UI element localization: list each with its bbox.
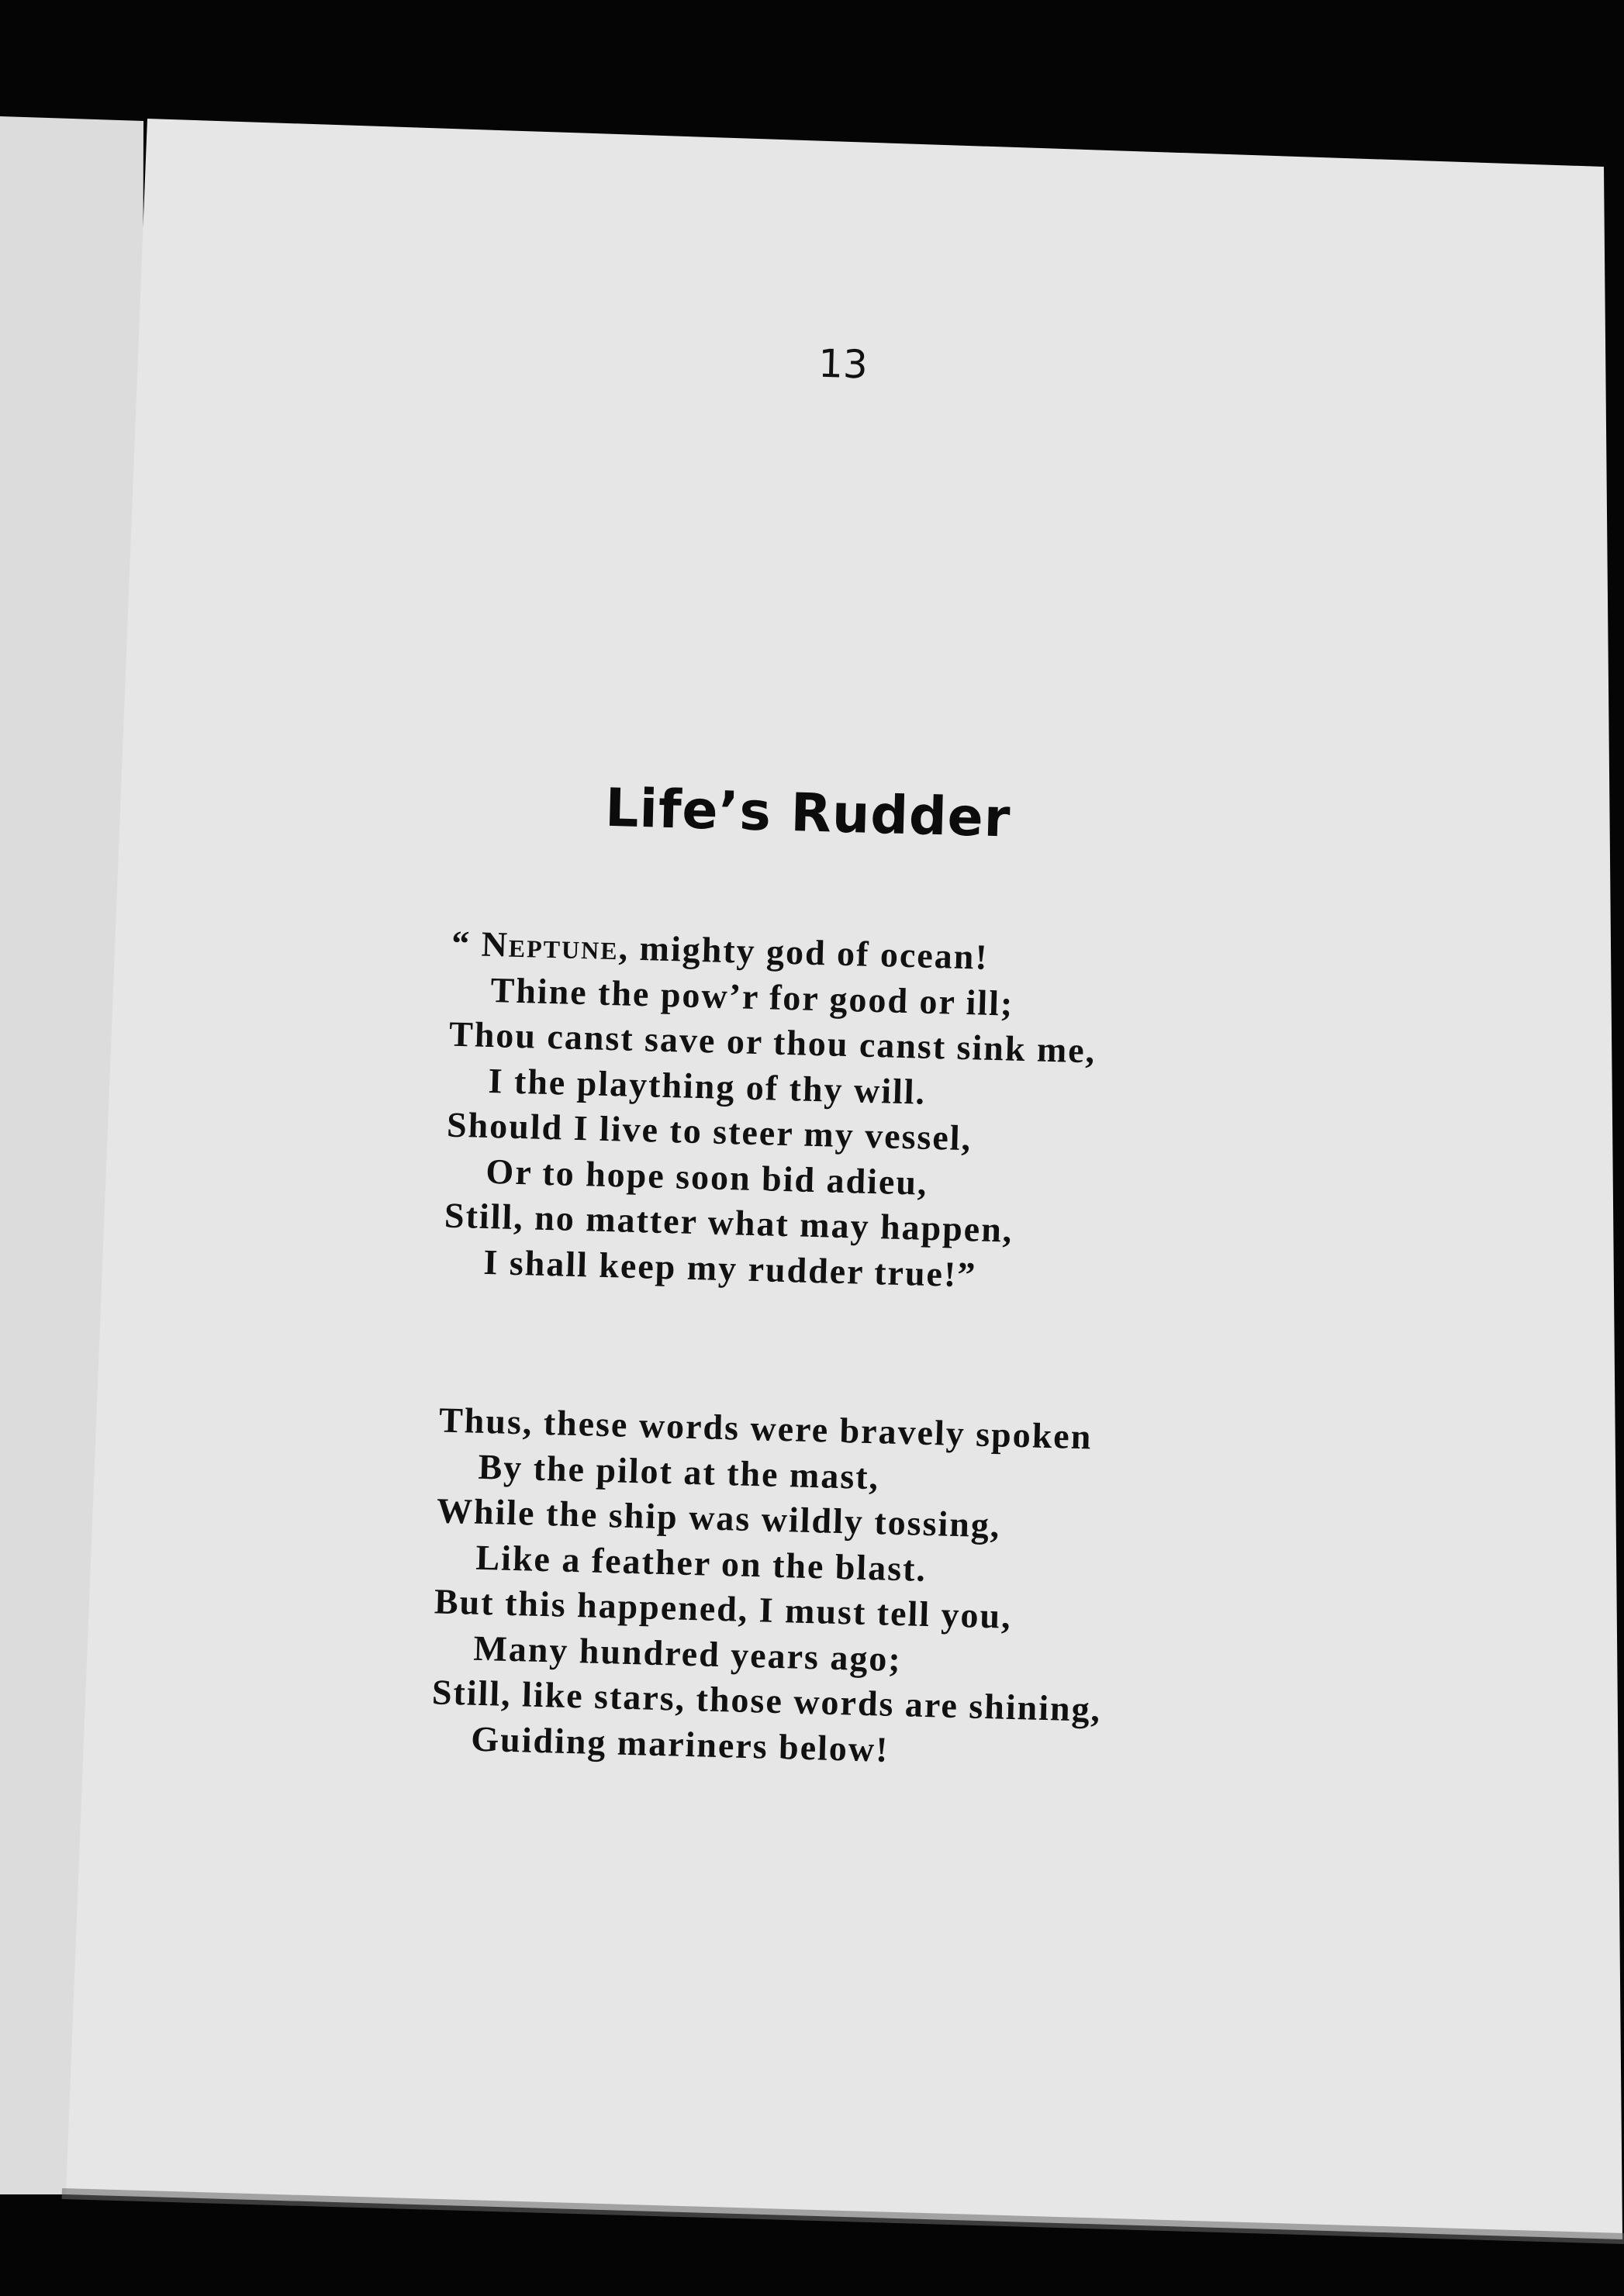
poem-line: Should I live to steer my vessel, [446,1104,973,1158]
poem-line: While the ship was wildly tossing, [436,1490,1002,1545]
page-number: 13 [817,340,869,388]
stanza-1 [443,921,1228,1304]
poem-line: Many hundred years ago; [472,1628,903,1679]
poem-line: I shall keep my rudder true!” [482,1241,977,1295]
poem-line: Thine the pow’r for good or ill; [490,969,1014,1024]
stanza-2 [430,1397,1215,1780]
poem-line: Still, like stars, those words are shining, [431,1672,1102,1729]
poem-line: Or to hope soon bid adieu, [485,1151,929,1203]
poem-line: By the pilot at the mast, [477,1446,880,1497]
poem-line: Guiding mariners below! [470,1718,890,1769]
poem-title: Life’s Rudder [604,777,1012,850]
poem-line: Thus, these words were bravely spoken [438,1400,1093,1457]
poem-line: Like a feather on the blast. [475,1537,928,1589]
poem-line: I the plaything of thy will. [487,1060,927,1112]
poem-line: But this happened, I must tell you, [434,1581,1013,1636]
poem-line-text: , mighty god of ocean! [618,927,990,977]
poem-line-smallcaps: Neptune [481,924,620,968]
opening-quote: “ [451,923,482,964]
poem-line: Still, no matter what may happen, [444,1195,1014,1250]
poem-line: Thou canst save or thou canst sink me, [448,1013,1097,1071]
